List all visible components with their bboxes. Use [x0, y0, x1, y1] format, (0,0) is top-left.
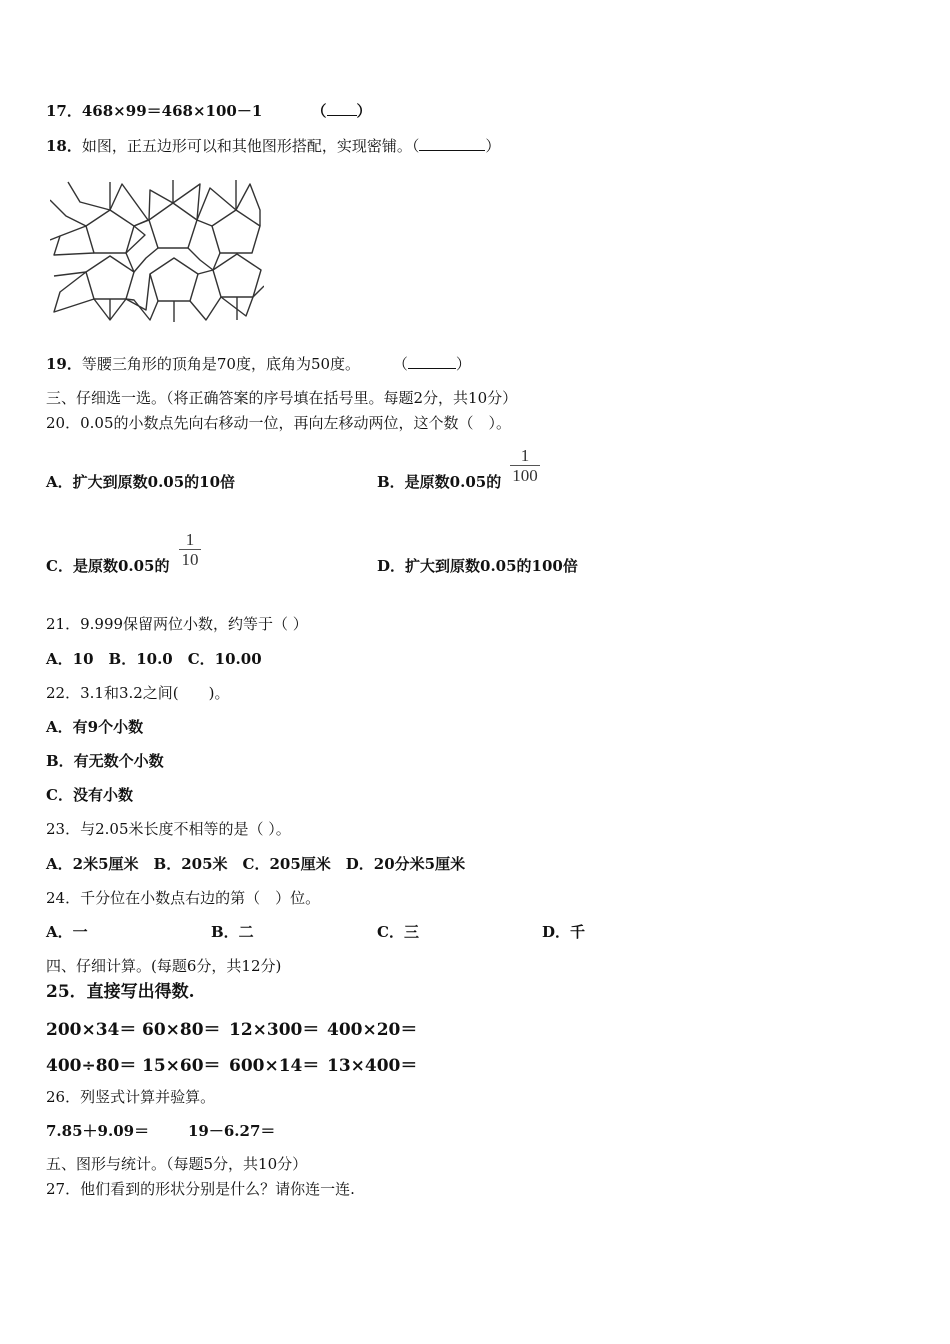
q20-option-d[interactable]: D．扩大到原数0.05的100倍 [377, 557, 578, 575]
q23-stem: 23．与2.05米长度不相等的是（ ）。 [46, 820, 291, 838]
fraction-denominator: 100 [512, 466, 538, 485]
pentagon-tiling-figure [50, 180, 264, 322]
q18-number: 18． [46, 137, 82, 155]
q17-answer-blank[interactable] [327, 101, 357, 116]
fraction-denominator: 10 [181, 550, 199, 569]
q26-title: 26．列竖式计算并验算。 [46, 1088, 216, 1106]
q25-calc-item: 13×400＝ [327, 1056, 418, 1076]
q20-option-a[interactable]: A．扩大到原数0.05的10倍 [46, 473, 236, 491]
q20-option-c[interactable]: C．是原数0.05的 [46, 557, 170, 575]
q20-option-c-fraction [179, 531, 201, 570]
q25-calc-item: 200×34＝ [46, 1020, 137, 1040]
q20-option-b[interactable]: B．是原数0.05的 [377, 473, 502, 491]
fraction-numerator: 1 [185, 530, 195, 549]
section-5-title: 五、图形与统计。（每题5分，共10分） [46, 1155, 308, 1173]
q27-text: 27．他们看到的形状分别是什么？请你连一连. [46, 1180, 355, 1198]
q24-option-d[interactable]: D．千 [542, 923, 586, 941]
q26-expression-2: 19－6.27＝ [188, 1122, 276, 1140]
question-19: 19．等腰三角形的顶角是70度，底角为50度。 （ ） [46, 355, 471, 373]
q24-option-a[interactable]: A．一 [46, 923, 88, 941]
q24-option-b[interactable]: B．二 [211, 923, 254, 941]
q19-text: 等腰三角形的顶角是70度，底角为50度。 [81, 355, 361, 373]
q22-stem: 22．3.1和3.2之间( )。 [46, 684, 230, 702]
q20-stem: 20．0.05的小数点先向右移动一位，再向左移动两位，这个数（ ）。 [46, 414, 511, 432]
q25-calc-item: 400÷80＝ [46, 1056, 137, 1076]
q18-answer-blank[interactable] [419, 136, 485, 151]
q22-option-c[interactable]: C．没有小数 [46, 786, 133, 804]
question-18: 18．如图，正五边形可以和其他图形搭配，实现密铺。（ ） [46, 137, 501, 155]
q19-number: 19． [46, 355, 82, 373]
q24-stem: 24．千分位在小数点右边的第（ ）位。 [46, 889, 321, 907]
q21-options[interactable]: A．10 B．10.0 C．10.00 [46, 650, 262, 668]
q18-text: 如图，正五边形可以和其他图形搭配，实现密铺。 [81, 137, 412, 155]
q25-calc-item: 60×80＝ [142, 1020, 221, 1040]
q23-options[interactable]: A．2米5厘米 B．205米 C．205厘米 D．20分米5厘米 [46, 855, 466, 873]
q25-calc-item: 600×14＝ [229, 1056, 320, 1076]
question-17: 17．468×99＝468×100－1 （ ） [46, 102, 372, 120]
q22-option-b[interactable]: B．有无数个小数 [46, 752, 164, 770]
q25-calc-item: 15×60＝ [142, 1056, 221, 1076]
q25-calc-item: 12×300＝ [229, 1020, 320, 1040]
q21-stem: 21．9.999保留两位小数，约等于（ ） [46, 615, 308, 633]
q20-option-b-fraction [510, 447, 540, 486]
q22-option-a[interactable]: A．有9个小数 [46, 718, 144, 736]
fraction-numerator: 1 [520, 446, 530, 465]
q25-calc-item: 400×20＝ [327, 1020, 418, 1040]
section-4-title: 四、仔细计算。(每题6分，共12分) [46, 957, 282, 975]
q25-title: 25．直接写出得数. [46, 982, 195, 1002]
q24-option-c[interactable]: C．三 [377, 923, 419, 941]
q26-expression-1: 7.85＋9.09＝ [46, 1122, 150, 1140]
q17-expression: 468×99＝468×100－1 [81, 102, 263, 120]
section-3-title: 三、仔细选一选。（将正确答案的序号填在括号里。每题2分，共10分） [46, 389, 518, 407]
q19-answer-blank[interactable] [408, 354, 456, 369]
q17-number: 17． [46, 102, 82, 120]
